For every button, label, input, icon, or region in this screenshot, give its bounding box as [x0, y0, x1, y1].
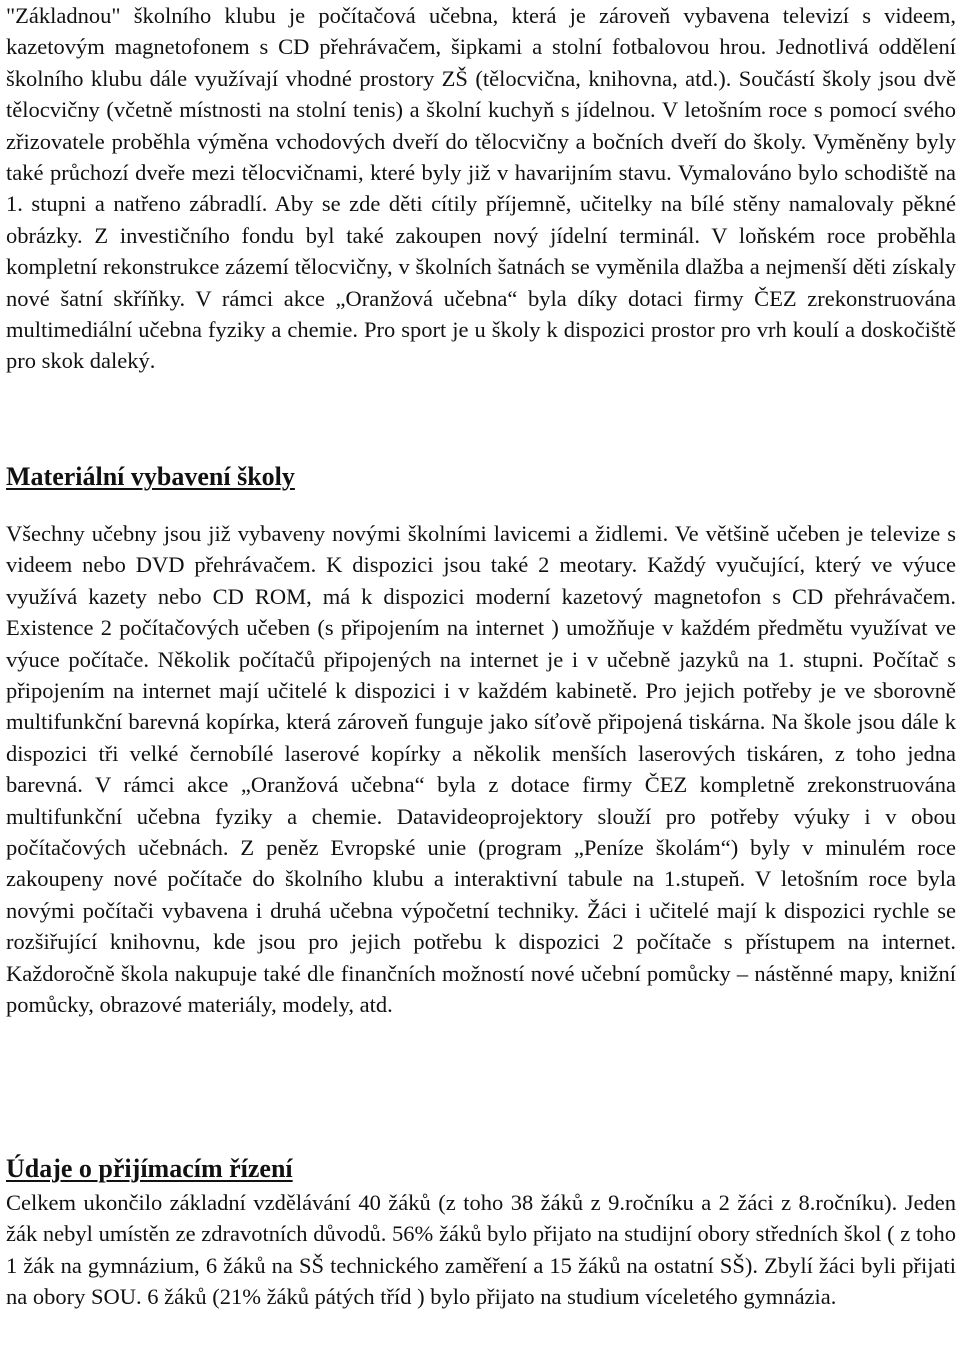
section-heading-admission: Údaje o přijímacím řízení [6, 1154, 293, 1183]
equipment-paragraph: Všechny učebny jsou již vybaveny novými školními lavicemi a židlemi. Ve většině učeben je televize s videem nebo DVD přehrávačem. K dispozici jsou také 2 meotary. Každý vyučující, který ve výuce využívá kazety nebo CD ROM, má k dispozici moderní kazetový magnetofon s CD přehrávačem. Existence 2 počítačových učeben (s připojením na internet ) umožňuje v každém předmětu využívat ve výuce počítače. Několik počítačů připojených na internet je i v učebně jazyků na 1. stupni. Počítač s připojením na internet mají učitelé k dispozici i v každém kabinetě. Pro jejich potřeby je ve sborovně multifunkční barevná kopírka, která zároveň funguje jako síťově připojená tiskárna. Na škole jsou dále k dispozici tři velké černobílé laserové kopírky a několik menších laserových tiskáren, z toho jedna barevná. V rámci akce „Oranžová učebna“ byla z dotace firmy ČEZ kompletně zrekonstruována multifunkční učebna fyziky a chemie. Datavideoprojektory slouží pro potřeby výuky i v obou počítačových učebnách. Z peněz Evropské unie (program „Peníze školám“) byly v minulém roce zakoupeny nové počítače do školního klubu a interaktivní tabule na 1.stupeň. V letošním roce byla novými počítači vybavena i druhá učebna výpočetní techniky. Žáci i učitelé mají k dispozici rychle se rozšiřující knihovnu, kde jsou pro jejich potřebu k dispozici 2 počítače s přístupem na internet. Každoročně škola nakupuje také dle finančních možností nové učební pomůcky – nástěnné mapy, knižní pomůcky, obrazové materiály, modely, atd. [6, 521, 956, 1018]
admission-paragraph: Celkem ukončilo základní vzdělávání 40 žáků (z toho 38 žáků z 9.ročníku a 2 žáci z 8.ročníku). Jeden žák nebyl umístěn ze zdravotních důvodů. 56% žáků bylo přijato na studijní obory středních škol ( z toho 1 žák na gymnázium, 6 žáků na SŠ technického zaměření a 15 žáků na ostatní SŠ). Zbylí žáci byli přijati na obory SOU. 6 žáků (21% žáků pátých tříd ) bylo přijato na studium víceletého gymnázia. [6, 1190, 956, 1310]
intro-paragraph: "Základnou" školního klubu je počítačová učebna, která je zároveň vybavena televizí s videem, kazetovým magnetofonem s CD přehrávačem, šipkami a stolní fotbalovou hrou. Jednotlivá oddělení školního klubu dále využívají vhodné prostory ZŠ (tělocvična, knihovna, atd.). Součástí školy jsou dvě tělocvičny (včetně místnosti na stolní tenis) a školní kuchyň s jídelnou. V letošním roce s pomocí svého zřizovatele proběhla výměna vchodových dveří do tělocvičny a bočních dveří do školy. Vyměněny byly také průchozí dveře mezi tělocvičnami, které byly již v havarijním stavu. Vymalováno bylo schodiště na 1. stupni a natřeno zábradlí. Aby se zde děti cítily příjemně, učitelky na bílé stěny namalovaly pěkné obrázky. Z investičního fondu byl také zakoupen nový jídelní terminál. V loňském roce proběhla kompletní rekonstrukce zázemí tělocvičny, v školních šatnách se vyměnila dlažba a nejmenší děti získaly nové šatní skříňky. V rámci akce „Oranžová učebna“ byla díky dotaci firmy ČEZ zrekonstruována multimediální učebna fyziky a chemie. Pro sport je u školy k dispozici prostor pro vrh koulí a doskočiště pro skok daleký. [6, 3, 956, 374]
section-heading-equipment: Materiální vybavení školy [6, 462, 295, 491]
